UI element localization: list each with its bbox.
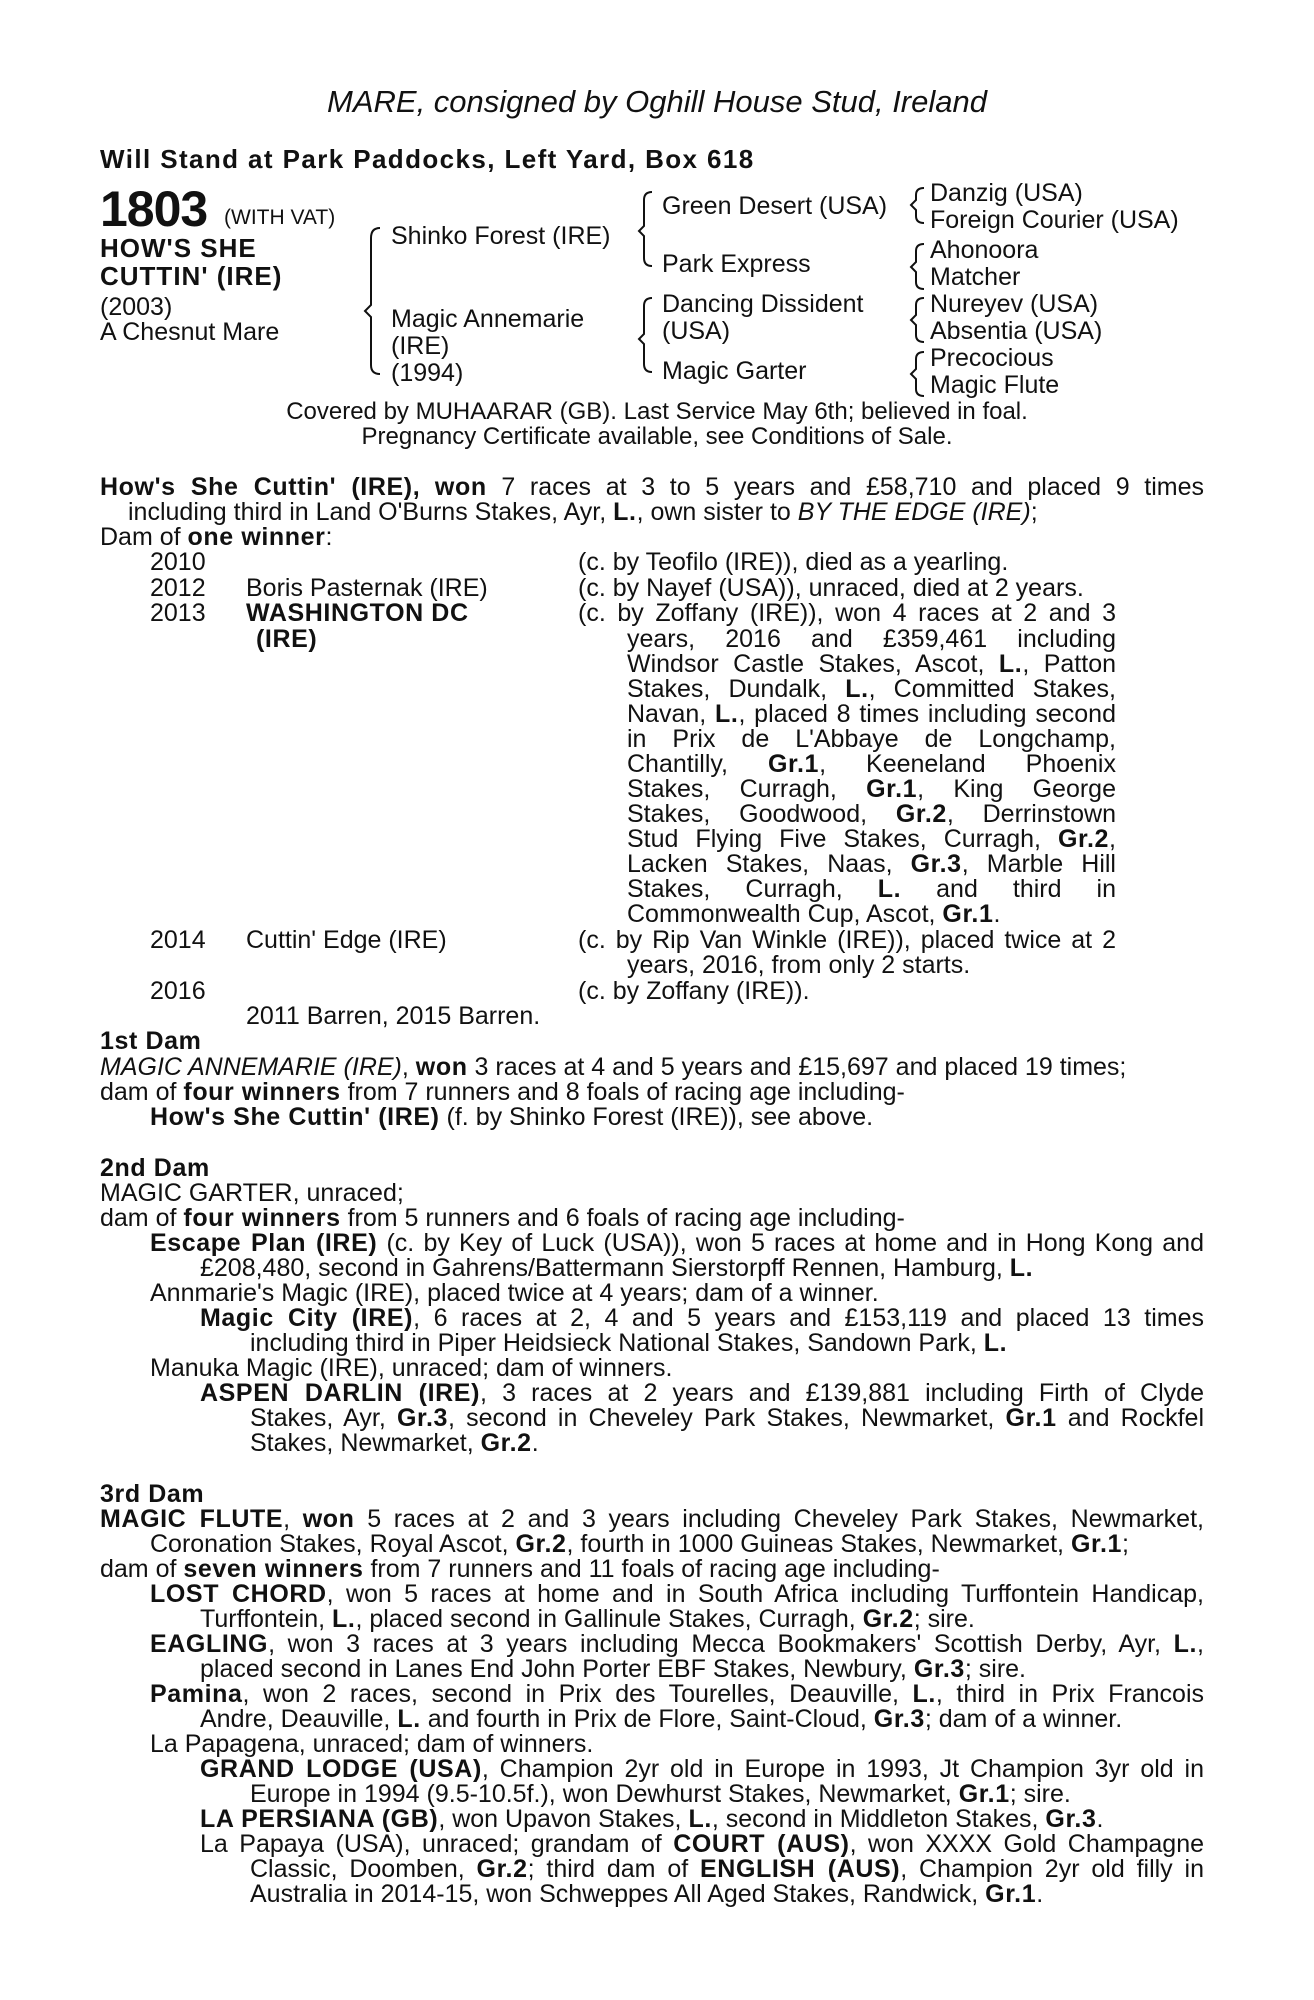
washington-line: years, 2016 and £359,461 including <box>627 625 1116 653</box>
produce-name: Cuttin' Edge (IRE) <box>246 926 447 954</box>
dam-text: Turffontein, <box>200 1605 326 1633</box>
dam-text: , second in Cheveley Park Stakes, Newmarket, <box>448 1404 995 1432</box>
produce-info: (c. by Rip Van Winkle (IRE)), placed twice at 2 <box>578 926 1116 954</box>
dam-text: £208,480, second in Gahrens/Battermann Sierstorpff Rennen, Hamburg, <box>200 1254 1003 1282</box>
horse-name: EAGLING <box>150 1630 269 1658</box>
washington-line: Windsor Castle Stakes, Ascot, L., Patton <box>627 650 1117 678</box>
pedigree-dss: Nureyev (USA) <box>930 290 1099 318</box>
listed-mark: L. <box>1173 1630 1198 1658</box>
magic-city-line1 <box>200 1306 1204 1332</box>
group-mark: Gr.2 <box>476 1855 528 1883</box>
dam-text: ; third dam of <box>527 1855 689 1883</box>
listed-mark: L. <box>332 1605 356 1633</box>
produce-year: 2012 <box>150 574 206 602</box>
winner-count: four winners <box>183 1204 341 1232</box>
foaling-year: (2003) <box>100 293 173 321</box>
stand-location: Will Stand at Park Paddocks, Left Yard, Box 618 <box>100 144 755 174</box>
dam-text: . <box>531 1429 539 1457</box>
manuka-line: Manuka Magic (IRE), unraced; dam of winners. <box>150 1354 673 1382</box>
second-dam-line1: MAGIC GARTER, unraced; <box>100 1179 404 1207</box>
horse-name: LOST CHORD <box>150 1580 327 1608</box>
dam-text: dam of <box>100 1204 177 1232</box>
pedigree-dds: Precocious <box>930 344 1054 372</box>
horse-description: A Chesnut Mare <box>100 318 280 346</box>
won-label: won <box>302 1505 355 1533</box>
aspen-line1 <box>200 1381 1204 1407</box>
intro-line1: How's She Cuttin' (IRE), won 7 races at 3 to 5 years and £58,710 and placed 9 times <box>100 473 1204 501</box>
pedigree-sss: Danzig (USA) <box>930 179 1083 207</box>
dam-text: ; sire. <box>913 1605 975 1633</box>
second-dam-heading: 2nd Dam <box>100 1154 210 1182</box>
eagling-line1 <box>150 1632 1204 1658</box>
lost-chord-line1 <box>150 1582 1204 1608</box>
pedigree-sire-dam: Park Express <box>662 250 811 278</box>
dam-text: , Champion 2yr old filly in <box>900 1855 1204 1883</box>
dam-text: from 7 runners and 8 foals of racing age including- <box>347 1078 905 1106</box>
magic-flute-line3 <box>100 1557 940 1583</box>
pamina-line1 <box>150 1682 1204 1708</box>
washington-line: Stakes, Curragh, L. and third in <box>627 875 1117 903</box>
intro-record: 7 races at 3 to 5 years and £58,710 and placed 9 times <box>501 473 1204 501</box>
intro-text: , own sister to <box>636 498 791 526</box>
dam-text: , <box>1197 1630 1204 1658</box>
listed-mark: L. <box>983 1329 1008 1357</box>
intro-line2 <box>128 500 1038 526</box>
dam-text: Andre, Deauville, <box>200 1705 391 1733</box>
produce-info: (c. by Teofilo (IRE)), died as a yearling. <box>578 548 1009 576</box>
grand-lodge-line1 <box>200 1757 1204 1783</box>
vat-note: (WITH VAT) <box>224 206 336 229</box>
annmarie-line: Annmarie's Magic (IRE), placed twice at 4 years; dam of a winner. <box>150 1279 879 1307</box>
produce-year: 2010 <box>150 548 206 576</box>
dam-text: , 6 races at 2, 4 and 5 years and £153,119 and placed 13 times <box>413 1304 1204 1332</box>
la-persiana-line <box>200 1807 1103 1833</box>
covered-line1: Covered by MUHAARAR (GB). Last Service May 6th; believed in foal. <box>286 398 1028 425</box>
intro-line3 <box>100 525 332 551</box>
group-mark: Gr.2 <box>515 1530 567 1558</box>
dam-text: ; sire. <box>964 1655 1026 1683</box>
mare-name: How's She Cuttin' (IRE) <box>100 473 413 501</box>
dam-text: , won XXXX Gold Champagne <box>849 1830 1204 1858</box>
page-title: MARE, consigned by Oghill House Stud, Ireland <box>327 84 987 119</box>
won-label: won <box>415 1053 468 1081</box>
dam-text: Europe in 1994 (9.5-10.5f.), won Dewhurst Stakes, Newmarket, <box>250 1780 952 1808</box>
second-dam-line2 <box>100 1206 905 1232</box>
first-dam-line1 <box>100 1055 1126 1081</box>
pedigree-dam-dam: Magic Garter <box>662 357 807 385</box>
pedigree-sds: Ahonoora <box>930 236 1039 264</box>
pedigree-ddd: Magic Flute <box>930 371 1060 399</box>
horse-name: ENGLISH (AUS) <box>700 1855 901 1883</box>
dam-text: , <box>283 1505 291 1533</box>
intro-text: including third in Land O'Burns Stakes, Ayr, <box>128 498 607 526</box>
horse-name-line2: CUTTIN' (IRE) <box>100 261 283 291</box>
group-mark: Gr.2 <box>862 1605 914 1633</box>
horse-name: MAGIC FLUTE <box>100 1505 284 1533</box>
produce-info: (c. by Nayef (USA)), unraced, died at 2 years. <box>578 574 1084 602</box>
pedigree-dam-line3: (1994) <box>391 359 464 387</box>
dam-text: dam of <box>100 1078 177 1106</box>
produce-year: 2013 <box>150 599 206 627</box>
dam-text: (f. by Shinko Forest (IRE)), see above. <box>446 1103 874 1131</box>
dam-text: , 3 races at 2 years and £139,881 including Firth of Clyde <box>480 1379 1204 1407</box>
pedigree-sire-sire: Green Desert (USA) <box>662 192 888 220</box>
dam-text: . <box>1036 1880 1044 1908</box>
third-dam-heading: 3rd Dam <box>100 1480 205 1508</box>
pedigree-dam-line1: Magic Annemarie <box>391 305 585 333</box>
horse-name: COURT (AUS) <box>673 1830 850 1858</box>
winner-count: seven winners <box>183 1555 364 1583</box>
washington-line: Lacken Stakes, Naas, Gr.3, Marble Hill <box>627 850 1116 878</box>
dam-text: , won 2 races, second in Prix des Tourelles, Deauville, <box>242 1680 899 1708</box>
dam-text: Australia in 2014-15, won Schweppes All Aged Stakes, Randwick, <box>250 1880 979 1908</box>
first-dam-line3 <box>150 1105 873 1131</box>
dam-text: , won Upavon Stakes, <box>438 1805 682 1833</box>
group-mark: Gr.3 <box>396 1404 448 1432</box>
dam-text: Stakes, Newmarket, <box>250 1429 474 1457</box>
dam-text: Stakes, Ayr, <box>250 1404 386 1432</box>
dam-text: placed second in Lanes End John Porter EBF Stakes, Newbury, <box>200 1655 907 1683</box>
dam-text: , fourth in 1000 Guineas Stakes, Newmarket, <box>566 1530 1065 1558</box>
lost-chord-line2 <box>200 1607 975 1633</box>
pedigree-ssd: Foreign Courier (USA) <box>930 206 1179 234</box>
escape-plan-line1 <box>150 1231 1204 1257</box>
barren-years: 2011 Barren, 2015 Barren. <box>246 1002 541 1030</box>
pedigree-dsd: Absentia (USA) <box>930 317 1103 345</box>
eagling-line2 <box>200 1657 1026 1683</box>
listed-mark: L. <box>912 1680 936 1708</box>
dam-text: Classic, Doomben, <box>250 1855 465 1883</box>
listed-mark: L. <box>613 498 637 526</box>
dam-text: , third in Prix Francois <box>935 1680 1204 1708</box>
pedigree-dam-sire-line1: Dancing Dissident <box>662 290 864 318</box>
washington-line: Stud Flying Five Stakes, Curragh, Gr.2, <box>627 825 1116 853</box>
produce-name-suffix: (IRE) <box>256 625 318 653</box>
magic-flute-line1 <box>100 1507 1204 1533</box>
group-mark: Gr.3 <box>1045 1805 1097 1833</box>
pamina-line2 <box>200 1707 1122 1733</box>
produce-info: (c. by Zoffany (IRE)). <box>578 977 810 1005</box>
listed-mark: L. <box>1009 1254 1034 1282</box>
covered-line2: Pregnancy Certificate available, see Conditions of Sale. <box>361 423 953 450</box>
dam-text: 5 races at 2 and 3 years including Cheveley Park Stakes, Newmarket, <box>367 1505 1204 1533</box>
horse-name: Pamina <box>150 1680 243 1708</box>
dam-text: , second in Middleton Stakes, <box>711 1805 1039 1833</box>
aspen-line3 <box>250 1431 539 1457</box>
la-papaya-line2 <box>250 1857 1204 1883</box>
dam-text: , <box>401 1053 409 1081</box>
horse-name: Magic City (IRE) <box>200 1304 414 1332</box>
dam-text: ; sire. <box>1009 1780 1071 1808</box>
la-papaya-line3 <box>250 1882 1043 1908</box>
pedigree-sdd: Matcher <box>930 263 1021 291</box>
dam-text: , won 3 races at 3 years including Mecca Bookmakers' Scottish Derby, Ayr, <box>268 1630 1162 1658</box>
sister-name: BY THE EDGE (IRE) <box>797 498 1031 526</box>
dam-text: , Champion 2yr old in Europe in 1993, Jt Champion 3yr old in <box>481 1755 1204 1783</box>
washington-line: Stakes, Curragh, Gr.1, King George <box>627 775 1116 803</box>
dam-text: ; dam of a winner. <box>924 1705 1123 1733</box>
produce-year: 2016 <box>150 977 206 1005</box>
produce-name: Boris Pasternak (IRE) <box>246 574 488 602</box>
dam-text: La Papaya (USA), unraced; grandam of <box>200 1830 662 1858</box>
mare-name: How's She Cuttin' (IRE) <box>150 1103 440 1131</box>
washington-line: Navan, L., placed 8 times including second <box>627 700 1116 728</box>
dam-text: including third in Piper Heidsieck National Stakes, Sandown Park, <box>250 1329 977 1357</box>
dam-text: , won 5 races at home and in South Africa including Turffontein Handicap, <box>326 1580 1204 1608</box>
dam-text: . <box>1096 1805 1104 1833</box>
horse-name: ASPEN DARLIN (IRE) <box>200 1379 480 1407</box>
produce-name: WASHINGTON DC <box>246 599 469 627</box>
dam-text: from 7 runners and 11 foals of racing age including- <box>370 1555 940 1583</box>
listed-mark: L. <box>397 1705 421 1733</box>
papagena-line: La Papagena, unraced; dam of winners. <box>150 1730 594 1758</box>
magic-flute-line2 <box>150 1532 1129 1558</box>
group-mark: Gr.3 <box>913 1655 965 1683</box>
pedigree-dam-sire-line2: (USA) <box>662 317 731 345</box>
escape-plan-line2 <box>200 1256 1033 1282</box>
horse-name: GRAND LODGE (USA) <box>200 1755 482 1783</box>
washington-line: Stakes, Dundalk, L., Committed Stakes, <box>627 675 1116 703</box>
group-mark: Gr.1 <box>985 1880 1037 1908</box>
dam-text: , placed second in Gallinule Stakes, Curragh, <box>355 1605 856 1633</box>
washington-line: Stakes, Goodwood, Gr.2, Derrinstown <box>627 800 1117 828</box>
group-mark: Gr.1 <box>1005 1404 1057 1432</box>
horse-name: Escape Plan (IRE) <box>150 1229 378 1257</box>
dam-text: Coronation Stakes, Royal Ascot, <box>150 1530 509 1558</box>
dam-text: dam of <box>100 1555 177 1583</box>
dam-text: 3 races at 4 and 5 years and £15,697 and placed 19 times; <box>474 1053 1127 1081</box>
intro-text: Dam of <box>100 523 181 551</box>
winner-count: four winners <box>183 1078 341 1106</box>
dam-text: (c. by Key of Luck (USA)), won 5 races at home and in Hong Kong and <box>386 1229 1204 1257</box>
won-label: won <box>434 473 487 501</box>
listed-mark: L. <box>688 1805 712 1833</box>
grand-lodge-line2 <box>250 1782 1071 1808</box>
washington-line: Commonwealth Cup, Ascot, Gr.1. <box>627 900 1001 928</box>
aspen-line2 <box>250 1406 1204 1432</box>
group-mark: Gr.1 <box>958 1780 1010 1808</box>
pedigree-dam-line2: (IRE) <box>391 332 450 360</box>
intro-text: : <box>325 523 333 551</box>
first-dam-heading: 1st Dam <box>100 1027 202 1055</box>
produce-info-cont: years, 2016, from only 2 starts. <box>627 951 971 979</box>
group-mark: Gr.1 <box>1070 1530 1123 1558</box>
produce-year: 2014 <box>150 926 206 954</box>
pedigree-sire: Shinko Forest (IRE) <box>391 222 611 250</box>
dam-name: MAGIC ANNEMARIE (IRE) <box>100 1053 402 1081</box>
horse-name-line1: HOW'S SHE <box>100 233 257 263</box>
intro-text: ; <box>1030 498 1038 526</box>
group-mark: Gr.2 <box>480 1429 532 1457</box>
dam-text: from 5 runners and 6 foals of racing age including- <box>347 1204 905 1232</box>
dam-text: and Rockfel <box>1067 1404 1205 1432</box>
horse-name: LA PERSIANA (GB) <box>200 1805 439 1833</box>
pedigree-brackets <box>0 0 1314 400</box>
first-dam-line2 <box>100 1080 905 1106</box>
washington-line: Chantilly, Gr.1, Keeneland Phoenix <box>627 750 1116 778</box>
group-mark: Gr.3 <box>873 1705 925 1733</box>
washington-line: in Prix de L'Abbaye de Longchamp, <box>627 725 1116 753</box>
dam-text: and fourth in Prix de Flore, Saint-Cloud, <box>427 1705 867 1733</box>
magic-city-line2 <box>250 1331 1007 1357</box>
dam-text: ; <box>1122 1530 1129 1558</box>
produce-info: (c. by Zoffany (IRE)), won 4 races at 2 and 3 <box>578 599 1116 627</box>
winner-count: one winner <box>187 523 326 551</box>
la-papaya-line1 <box>200 1832 1204 1858</box>
lot-number: 1803 <box>100 181 208 237</box>
